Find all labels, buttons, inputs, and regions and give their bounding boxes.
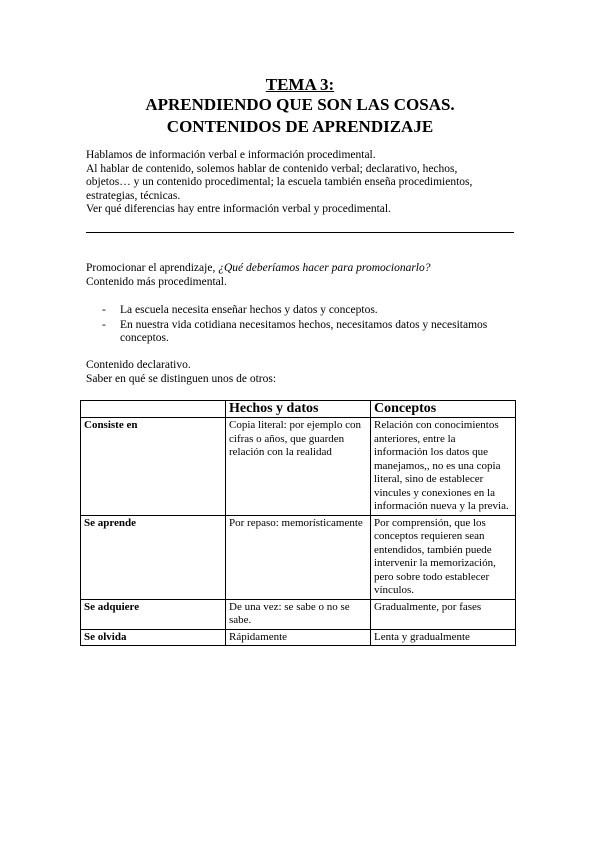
cell-conceptos: Lenta y gradualmente — [371, 629, 516, 646]
bullet-text: En nuestra vida cotidiana necesitamos hechos, necesitamos datos y necesitamos conceptos. — [120, 318, 488, 344]
intro-line: Ver qué diferencias hay entre información verbal y procedimental. — [86, 203, 391, 215]
cell-hechos: Copia literal: por ejemplo con cifras o años, que guarden relación con la realidad — [226, 418, 371, 516]
topic-number: TEMA 3: — [265, 75, 335, 94]
table-row — [81, 515, 516, 599]
bullet-list — [100, 304, 520, 347]
row-label: Se adquiere — [81, 599, 226, 629]
list-item — [100, 319, 520, 346]
title-block — [0, 75, 600, 138]
table-header-empty — [81, 401, 226, 418]
declarative-line: Contenido declarativo. — [86, 359, 191, 371]
table-header-row — [81, 401, 516, 418]
table-row — [81, 599, 516, 629]
cell-hechos: Por repaso: memorísticamente — [226, 515, 371, 599]
row-label: Consiste en — [81, 418, 226, 516]
topic-title: APRENDIENDO QUE SON LAS COSAS. — [145, 95, 455, 114]
declarative-line: Saber en qué se distinguen unos de otros: — [86, 372, 277, 385]
list-item — [100, 304, 520, 318]
row-label: Se olvida — [81, 629, 226, 646]
cell-conceptos: Por comprensión, que los conceptos requieren sean entendidos, también puede intervenir la memorización, pero sobre todo establecer vínculos. — [371, 515, 516, 599]
intro-line: objetos… y un contenido procedimental; la escuela también enseña procedimientos, — [86, 176, 473, 188]
bullet-text: La escuela necesita enseñar hechos y datos y conceptos. — [120, 304, 378, 316]
intro-line: estrategias, técnicas. — [86, 189, 181, 202]
intro-paragraph — [86, 149, 516, 217]
horizontal-divider — [86, 232, 514, 233]
table-header-conceptos: Conceptos — [371, 401, 516, 418]
cell-hechos: De una vez: se sabe o no se sabe. — [226, 599, 371, 629]
promo-text: Promocionar el aprendizaje, — [86, 262, 219, 274]
row-label: Se aprende — [81, 515, 226, 599]
table-row — [81, 418, 516, 516]
declarative-paragraph — [86, 359, 516, 386]
promo-question: ¿Qué deberíamos hacer para promocionarlo? — [218, 262, 431, 274]
dash-bullet: - — [102, 318, 106, 331]
cell-hechos: Rápidamente — [226, 629, 371, 646]
intro-line: Al hablar de contenido, solemos hablar de contenido verbal; declarativo, hechos, — [86, 162, 458, 175]
cell-conceptos: Gradualmente, por fases — [371, 599, 516, 629]
cell-conceptos: Relación con conocimientos anteriores, entre la información los datos que manejamos,, no es una copia literal, sino de establecer vincules y conexiones en la información nueva y la previa. — [371, 418, 516, 516]
dash-bullet: - — [102, 304, 106, 316]
promo-paragraph — [86, 262, 516, 289]
promo-line2: Contenido más procedimental. — [86, 275, 227, 288]
topic-subtitle: CONTENIDOS DE APRENDIZAJE — [166, 117, 434, 136]
intro-line: Hablamos de información verbal e información procedimental. — [86, 149, 376, 161]
table-header-hechos: Hechos y datos — [226, 401, 371, 418]
comparison-table — [80, 400, 516, 646]
table-row — [81, 629, 516, 646]
